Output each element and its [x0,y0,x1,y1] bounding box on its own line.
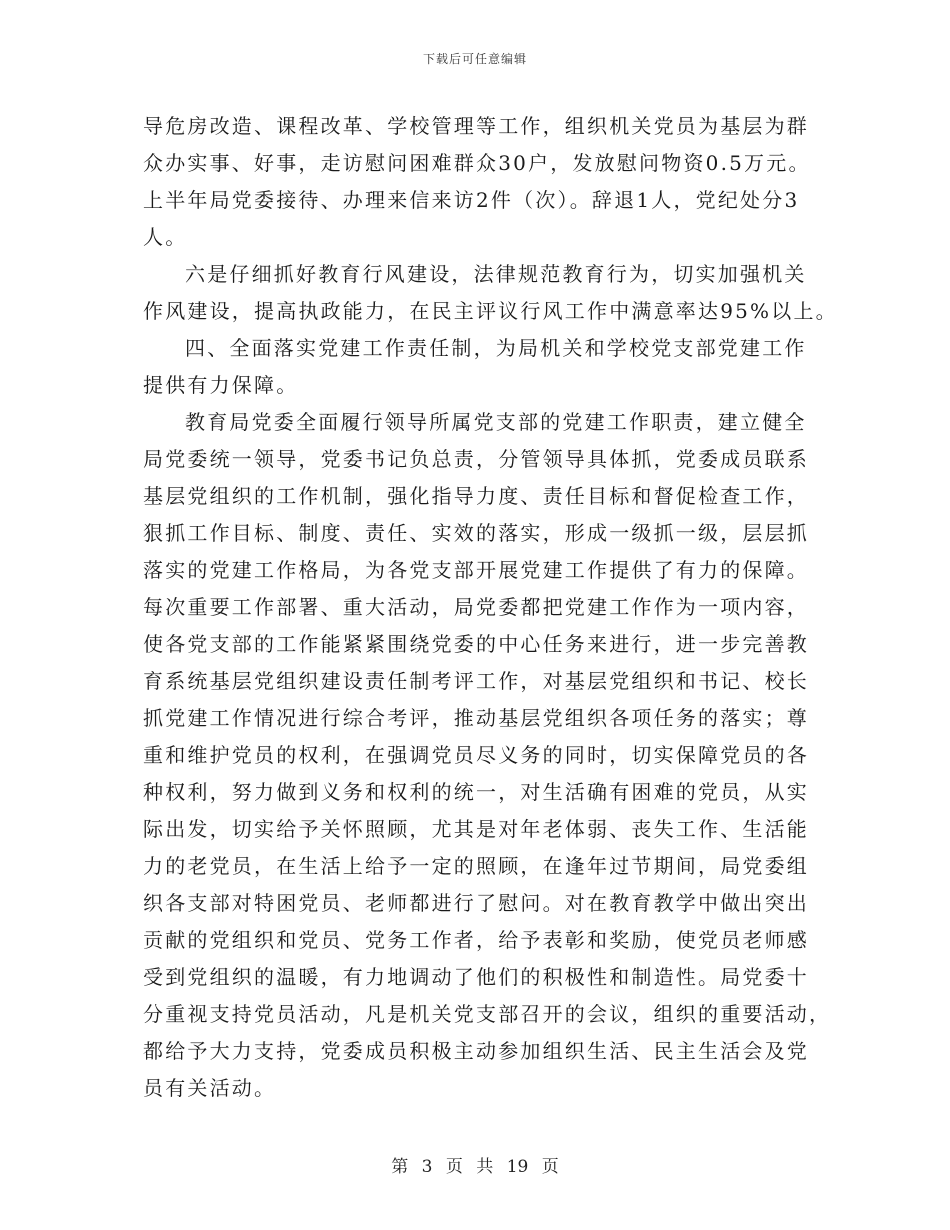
text-line: 局党委统一领导，党委书记负总责，分管领导具体抓，党委成员联系 [143,447,809,471]
text-line: 织各支部对特困党员、老师都进行了慰问。对在教育教学中做出突出 [143,891,809,915]
text-line: 狠抓工作目标、制度、责任、实效的落实，形成一级抓一级，层层抓 [143,521,809,545]
text-line: 重和维护党员的权利，在强调党员尽义务的同时，切实保障党员的各 [143,743,809,767]
text-line: 上半年局党委接待、办理来信来访2件（次）。辞退1人，党纪处分3 [143,188,800,212]
text-line: 都给予大力支持，党委成员积极主动参加组织生活、民主生活会及党 [143,1039,809,1063]
text-line: 种权利，努力做到义务和权利的统一，对生活确有困难的党员，从实 [143,780,809,804]
text-line: 使各党支部的工作能紧紧围绕党委的中心任务来进行，进一步完善教 [143,632,809,656]
text-line: 人。 [143,225,188,249]
section-heading-line: 提供有力保障。 [143,373,299,397]
text-line: 抓党建工作情况进行综合考评，推动基层党组织各项任务的落实；尊 [143,706,809,730]
text-line: 员有关活动。 [143,1076,277,1100]
text-line: 分重视支持党员活动，凡是机关党支部召开的会议，组织的重要活动， [143,1002,832,1026]
text-line: 际出发，切实给予关怀照顾，尤其是对年老体弱、丧失工作、生活能 [143,817,809,841]
text-line: 贡献的党组织和党员、党务工作者，给予表彰和奖励，使党员老师感 [143,928,809,952]
text-line: 基层党组织的工作机制，强化指导力度、责任目标和督促检查工作， [143,484,809,508]
text-line: 力的老党员，在生活上给予一定的照顾，在逢年过节期间，局党委组 [143,854,809,878]
text-line: 落实的党建工作格局，为各党支部开展党建工作提供了有力的保障。 [143,558,809,582]
text-line: 受到党组织的温暖，有力地调动了他们的积极性和制造性。局党委十 [143,965,809,989]
page-header: 下载后可任意编辑 [422,52,527,66]
text-line: 作风建设，提高执政能力，在民主评议行风工作中满意率达95%以上。 [143,299,838,323]
paragraph-start-line: 教育局党委全面履行领导所属党支部的党建工作职责，建立健全 [185,410,807,434]
section-heading-line: 四、全面落实党建工作责任制，为局机关和学校党支部党建工作 [185,336,807,360]
page-number: 第 3 页 共 19 页 [391,1157,559,1177]
paragraph-start-line: 六是仔细抓好教育行风建设，法律规范教育行为，切实加强机关 [185,262,807,286]
text-line: 每次重要工作部署、重大活动，局党委都把党建工作作为一项内容， [143,595,809,619]
document-body [143,108,838,1107]
text-line: 众办实事、好事，走访慰问困难群众30户，发放慰问物资0.5万元。 [143,151,811,175]
text-line: 育系统基层党组织建设责任制考评工作，对基层党组织和书记、校长 [143,669,809,693]
text-line: 导危房改造、课程改革、学校管理等工作，组织机关党员为基层为群 [143,114,809,138]
